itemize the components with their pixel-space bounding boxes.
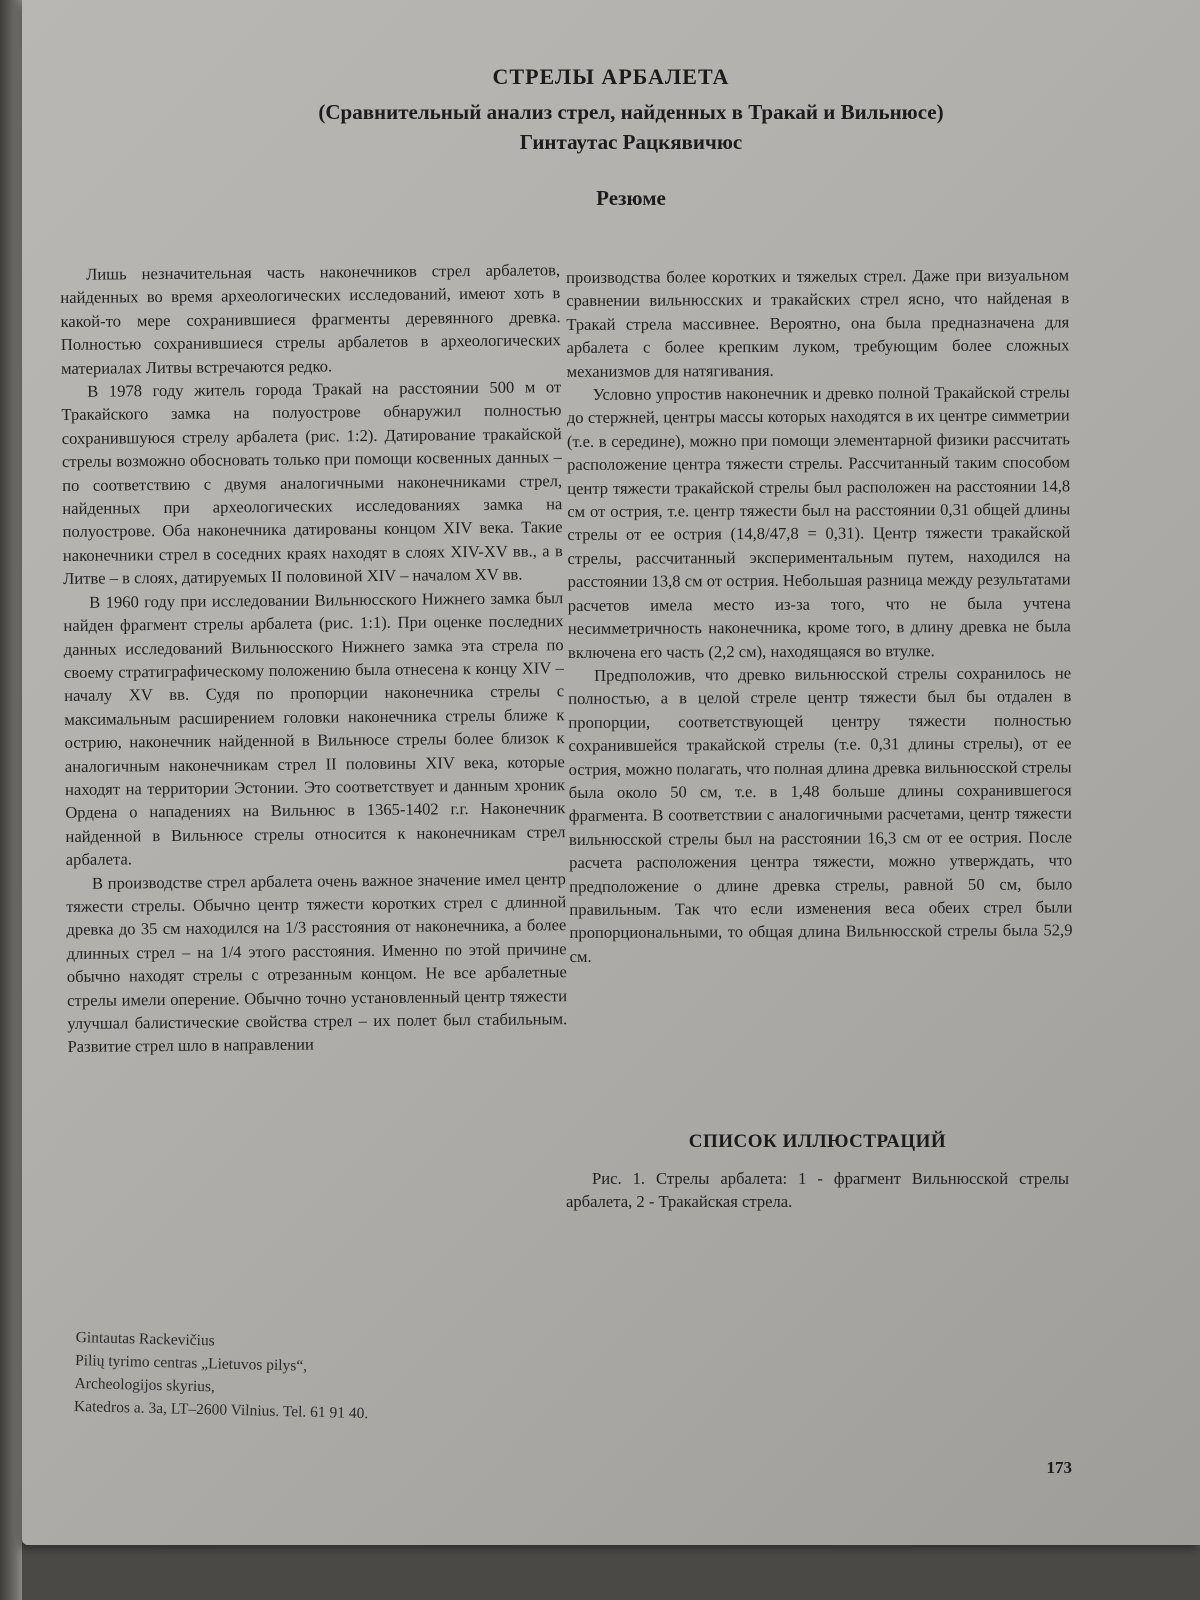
affiliation-line: Katedros a. 3a, LT–2600 Vilnius. Tel. 61 91 40. xyxy=(73,1397,369,1423)
paragraph: Условно упростив наконечник и древко полной Тракайской стрелы до стержней, центры массы которых находятся в их центре симметрии (т.е. в середине), можно при помощи элементарной физики рассчитать расположение центра тяжести стрелы. Рассчитанный таким способом центр тяжести тракайской стрелы был расположен на расстоянии 14,8 см от острия, т.е. центр тяжести был на расстоянии 0,31 общей длины стрелы от ее острия (14,8/47,8 = 0,31). Центр тяжести тракайской стрелы, рассчитанный экспериментальным путем, находился на расстоянии 13,8 см от острия. Небольшая разница между результатами расчетов имела место из-за того, что не была учтена несимметричность наконечника, кроме того, в длину древка не была включена его часть (2,2 см), находящаяся во втулке. xyxy=(566,382,1071,662)
paragraph: производства более коротких и тяжелых стрел. Даже при визуальном сравнении вильнюсских и тракайских стрел ясно, что найденая в Тракай стрела массивнее. Вероятно, она была предназначена для арбалета с более крепким луком, требующим более сложных механизмов для натягивания. xyxy=(566,265,1070,381)
illustrations-heading: СПИСОК ИЛЛЮСТРАЦИЙ xyxy=(688,1131,947,1152)
article-title: СТРЕЛЫ АРБАЛЕТА xyxy=(492,64,730,89)
article-subtitle: (Сравнительный анализ стрел, найденных в Тракай и Вильнюсе) xyxy=(318,100,944,124)
affiliation-line: Gintautas Rackevičius xyxy=(75,1328,215,1350)
left-text-column xyxy=(60,258,568,1059)
paragraph: В 1978 году житель города Тракай на расстоянии 500 м от Тракайского замка на полуострове обнаружил полностью сохранившуюся стрелу арбалета (рис. 1:2). Датирование тракайской стрелы возможно обосновать только при помощи косвенных данных – по соответствию с двумя аналогичными наконечниками стрел, найденных при археологических исследованиях замка на полуострове. Оба наконечника датированы концом XIV века. Такие наконечники стрел в соседних краях находят в слоях XIV-XV вв., а в Литве – в слоях, датируемых II половиной XIV – началом XV вв. xyxy=(61,377,563,589)
right-text-column xyxy=(566,263,1073,968)
paragraph: В 1960 году при исследовании Вильнюсского Нижнего замка был найден фрагмент стрелы арбалета (рис. 1:1). При оценке последних данных исследований Вильнюсского Нижнего замка эта стрела по своему стратиграфическому положению была отнесена к концу XIV – началу XV вв. Судя по пропорции наконечника стрелы с максимальным расширением головки наконечника стрелы ближе к острию, наконечник найденной в Вильнюсе стрелы более близок к аналогичным наконечникам стрел II половины XIV века, которые находят на территории Эстонии. Это соответствует и данным хроник Ордена о нападениях на Вильнюс в 1365-1402 г.г. Наконечник найденной в Вильнюсе стрелы относится к наконечникам стрел арбалета. xyxy=(63,587,566,870)
article-author: Гинтаутас Рацкявичюс xyxy=(519,130,743,154)
section-heading: Резюме xyxy=(596,186,666,210)
affiliation-line: Pilių tyrimo centras „Lietuvos pilys“, xyxy=(74,1351,308,1375)
book-spine-shadow xyxy=(0,0,22,1600)
page-number: 173 xyxy=(1046,1458,1072,1477)
figure-caption: Рис. 1. Стрелы арбалета: 1 - фрагмент Вильнюсской стрелы арбалета, 2 - Тракайская стрела. xyxy=(566,1169,1069,1212)
paragraph: В производстве стрел арбалета очень важное значение имел центр тяжести стрелы. Обычно центр тяжести коротких стрел с длинной древка до 35 см находился на 1/3 расстояния от наконечника, а более длинных стрел – на 1/4 этого расстояния. Именно по этой причине обычно находят стрелы с отрезанным концом. Не все арбалетные стрелы имели оперение. Обычно точно установленный центр тяжести улучшал балистические свойства стрел – их полет был стабильным. Развитие стрел шло в направлении xyxy=(66,868,568,1057)
author-affiliation xyxy=(74,1326,496,1428)
paragraph: Лишь незначительная часть наконечников стрел арбалетов, найденных во время археологических исследований, имеют хоть в какой-то мере сохранившиеся фрагменты деревянного древка. Полностью сохранившиеся стрелы арбалетов в археологических материалах Литвы встречаются редко. xyxy=(60,260,561,378)
paragraph: Предположив, что древко вильнюсской стрелы сохранилось не полностью, а в целой стреле центр тяжести был бы отдален в пропорции, соответствующей центру тяжести полностью сохранившейся тракайской стрелы (т.е. 0,31 длины стрелы), от ее острия, можно полагать, что полная длина древка вильнюсской стрелы была около 50 см, т.е. в 1,48 больше длины сохранившегося фрагмента. В соответствии с аналогичными расчетами, центр тяжести вильнюсской стрелы был на расстоянии 16,3 см от ее острия. После расчета расположения центра тяжести, можно утверждать, что предположение о длине древка стрелы, равной 50 см, было правильным. Так что если изменения веса обеих стрел были пропорциональными, то общая длина Вильнюсской стрелы была 52,9 см. xyxy=(568,663,1073,966)
book-page xyxy=(22,0,1200,1545)
affiliation-line: Archeologijos skyrius, xyxy=(74,1374,216,1396)
